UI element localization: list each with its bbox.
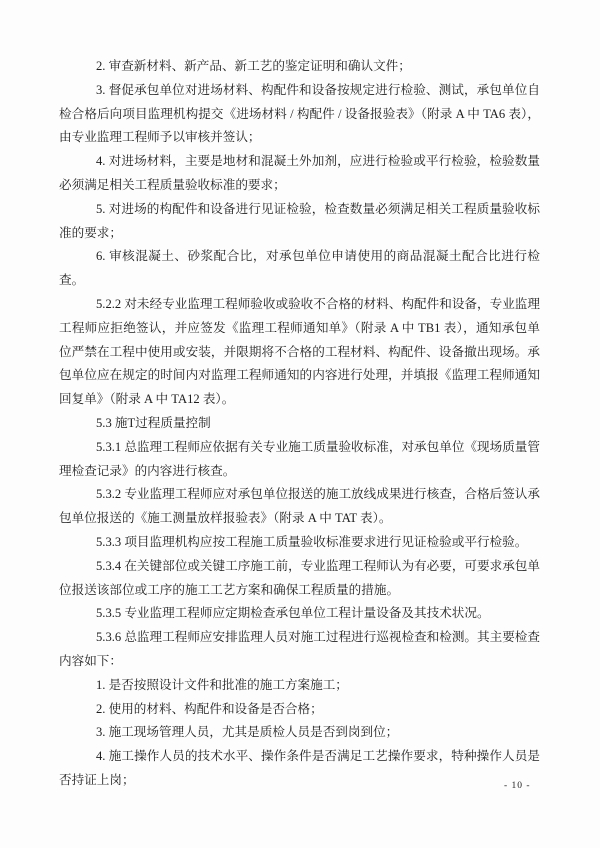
page-number: - 10 - (504, 781, 531, 791)
numbered-item: 3. 施工现场管理人员，尤其是质检人员是否到岗到位； (96, 725, 399, 740)
clause-paragraph: 5.3.4 在关键部位或关键工序施工前，专业监理工程师认为有必要，可要求承包单位报送该部位或工序的施工工艺方案和确保工程质量的措施。 (59, 558, 540, 597)
clause-paragraph: 5.3.6 总监理工程师应安排监理人员对施工过程进行巡视检查和检测。其主要检查内容如下： (59, 630, 540, 668)
clause-paragraph: 5.3.5 专业监理工程师应定期检查承包单位工程计量设备及其技术状况。 (96, 606, 490, 621)
numbered-item: 6. 审核混凝土、砂浆配合比，对承包单位申请使用的商品混凝土配合比进行检查。 (59, 249, 540, 288)
document-body (59, 55, 540, 793)
numbered-item: 2. 使用的材料、构配件和设备是否合格； (96, 701, 323, 716)
clause-paragraph: 5.3.2 专业监理工程师应对承包单位报送的施工放线成果进行核查，合格后签认承包单位报送的《施工测量放样报验表》（附录 A 中 TAT 表）。 (59, 487, 540, 526)
clause-paragraph: 5.3.1 总监理工程师应依据有关专业施工质量验收标准，对承包单位《现场质量管理检查记录》的内容进行核查。 (59, 439, 540, 478)
numbered-item: 3. 督促承包单位对进场材料、构配件和设备按规定进行检验、测试，承包单位自检合格后向项目监理机构提交《进场材料 / 构配件 / 设备报验表》（附录 A 中 TA6 表），由专业监理工程师予以审核并签认； (59, 82, 540, 145)
clause-paragraph: 5.2.2 对未经专业监理工程师验收或验收不合格的材料、构配件和设备，专业监理工程师应拒绝签认，并应签发《监理工程师通知单》（附录 A 中 TB1 表），通知承包单位严禁在工程中使用或安装，并限期将不合格的工程材料、构配件、设备撤出现场。承包单位应在规定的时间内对监理工程师通知的内容进行处理，并填报《监理工程师通知回复单》（附录 A 中 TA12 表）。 (59, 296, 540, 407)
numbered-item: 4. 对进场材料，主要是地材和混凝土外加剂，应进行检验或平行检验，检验数量必须满足相关工程质量验收标准的要求； (59, 154, 540, 192)
numbered-item: 2. 审查新材料、新产品、新工艺的鉴定证明和确认文件； (96, 59, 411, 73)
section-heading: 5.3 施T过程质量控制 (96, 415, 211, 430)
clause-paragraph: 5.3.3 项目监理机构应按工程施工质量验收标准要求进行见证检验或平行检验。 (96, 534, 528, 549)
numbered-item: 4. 施工操作人员的技术水平、操作条件是否满足工艺操作要求，特种操作人员是否持证上岗； (59, 749, 540, 787)
numbered-item: 1. 是否按照设计文件和批准的施工方案施工； (96, 677, 348, 692)
numbered-item: 5. 对进场的构配件和设备进行见证检验，检查数量必须满足相关工程质量验收标准的要求； (59, 201, 540, 240)
